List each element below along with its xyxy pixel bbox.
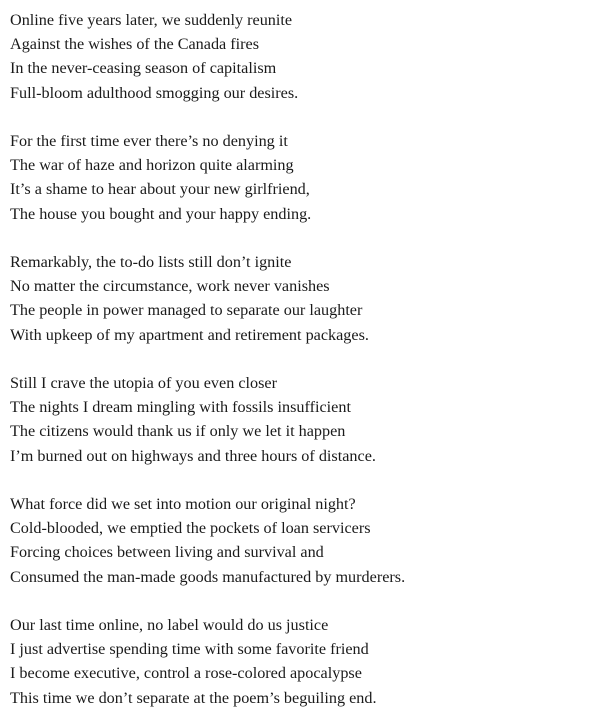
- poem-line: Full-bloom adulthood smogging our desires.: [10, 83, 299, 102]
- poem-line: What force did we set into motion our original night?: [10, 495, 356, 513]
- poem-line: For the first time ever there’s no denying it: [10, 132, 288, 150]
- poem-line: It’s a shame to hear about your new girlfriend,: [10, 180, 310, 199]
- stanza-6: [10, 613, 595, 710]
- poem-line: Forcing choices between living and survival and: [10, 543, 324, 562]
- poem-line: The house you bought and your happy ending.: [10, 204, 312, 223]
- poem-line: With upkeep of my apartment and retirement packages.: [10, 325, 369, 344]
- poem-line: Against the wishes of the Canada fires: [10, 35, 260, 54]
- stanza-2: [10, 129, 595, 226]
- poem-text: [10, 8, 595, 710]
- poem-line: This time we don’t separate at the poem’s beguiling end.: [10, 688, 377, 707]
- poem-line: In the never-ceasing season of capitalism: [10, 59, 277, 78]
- poem-line: Our last time online, no label would do us justice: [10, 616, 329, 634]
- poem-line: Consumed the man-made goods manufactured by murderers.: [10, 567, 406, 586]
- poem-line: Cold-blooded, we emptied the pockets of loan servicers: [10, 519, 371, 538]
- poem-line: I just advertise spending time with some favorite friend: [10, 640, 369, 659]
- poem-line: The citizens would thank us if only we let it happen: [10, 422, 346, 441]
- poem-line: I’m burned out on highways and three hours of distance.: [10, 446, 376, 465]
- poem-line: The war of haze and horizon quite alarming: [10, 156, 294, 175]
- poem-line: Remarkably, the to-do lists still don’t ignite: [10, 253, 292, 271]
- poem-line: No matter the circumstance, work never vanishes: [10, 277, 330, 296]
- poem-line: The nights I dream mingling with fossils insufficient: [10, 398, 351, 417]
- stanza-3: [10, 250, 595, 347]
- poem-line: Still I crave the utopia of you even closer: [10, 374, 278, 392]
- stanza-1: [10, 8, 595, 105]
- stanza-4: [10, 371, 595, 468]
- poem-line: The people in power managed to separate our laughter: [10, 301, 363, 320]
- poem-line: Online five years later, we suddenly reunite: [10, 11, 293, 29]
- stanza-5: [10, 492, 595, 589]
- poem-line: I become executive, control a rose-colored apocalypse: [10, 664, 362, 683]
